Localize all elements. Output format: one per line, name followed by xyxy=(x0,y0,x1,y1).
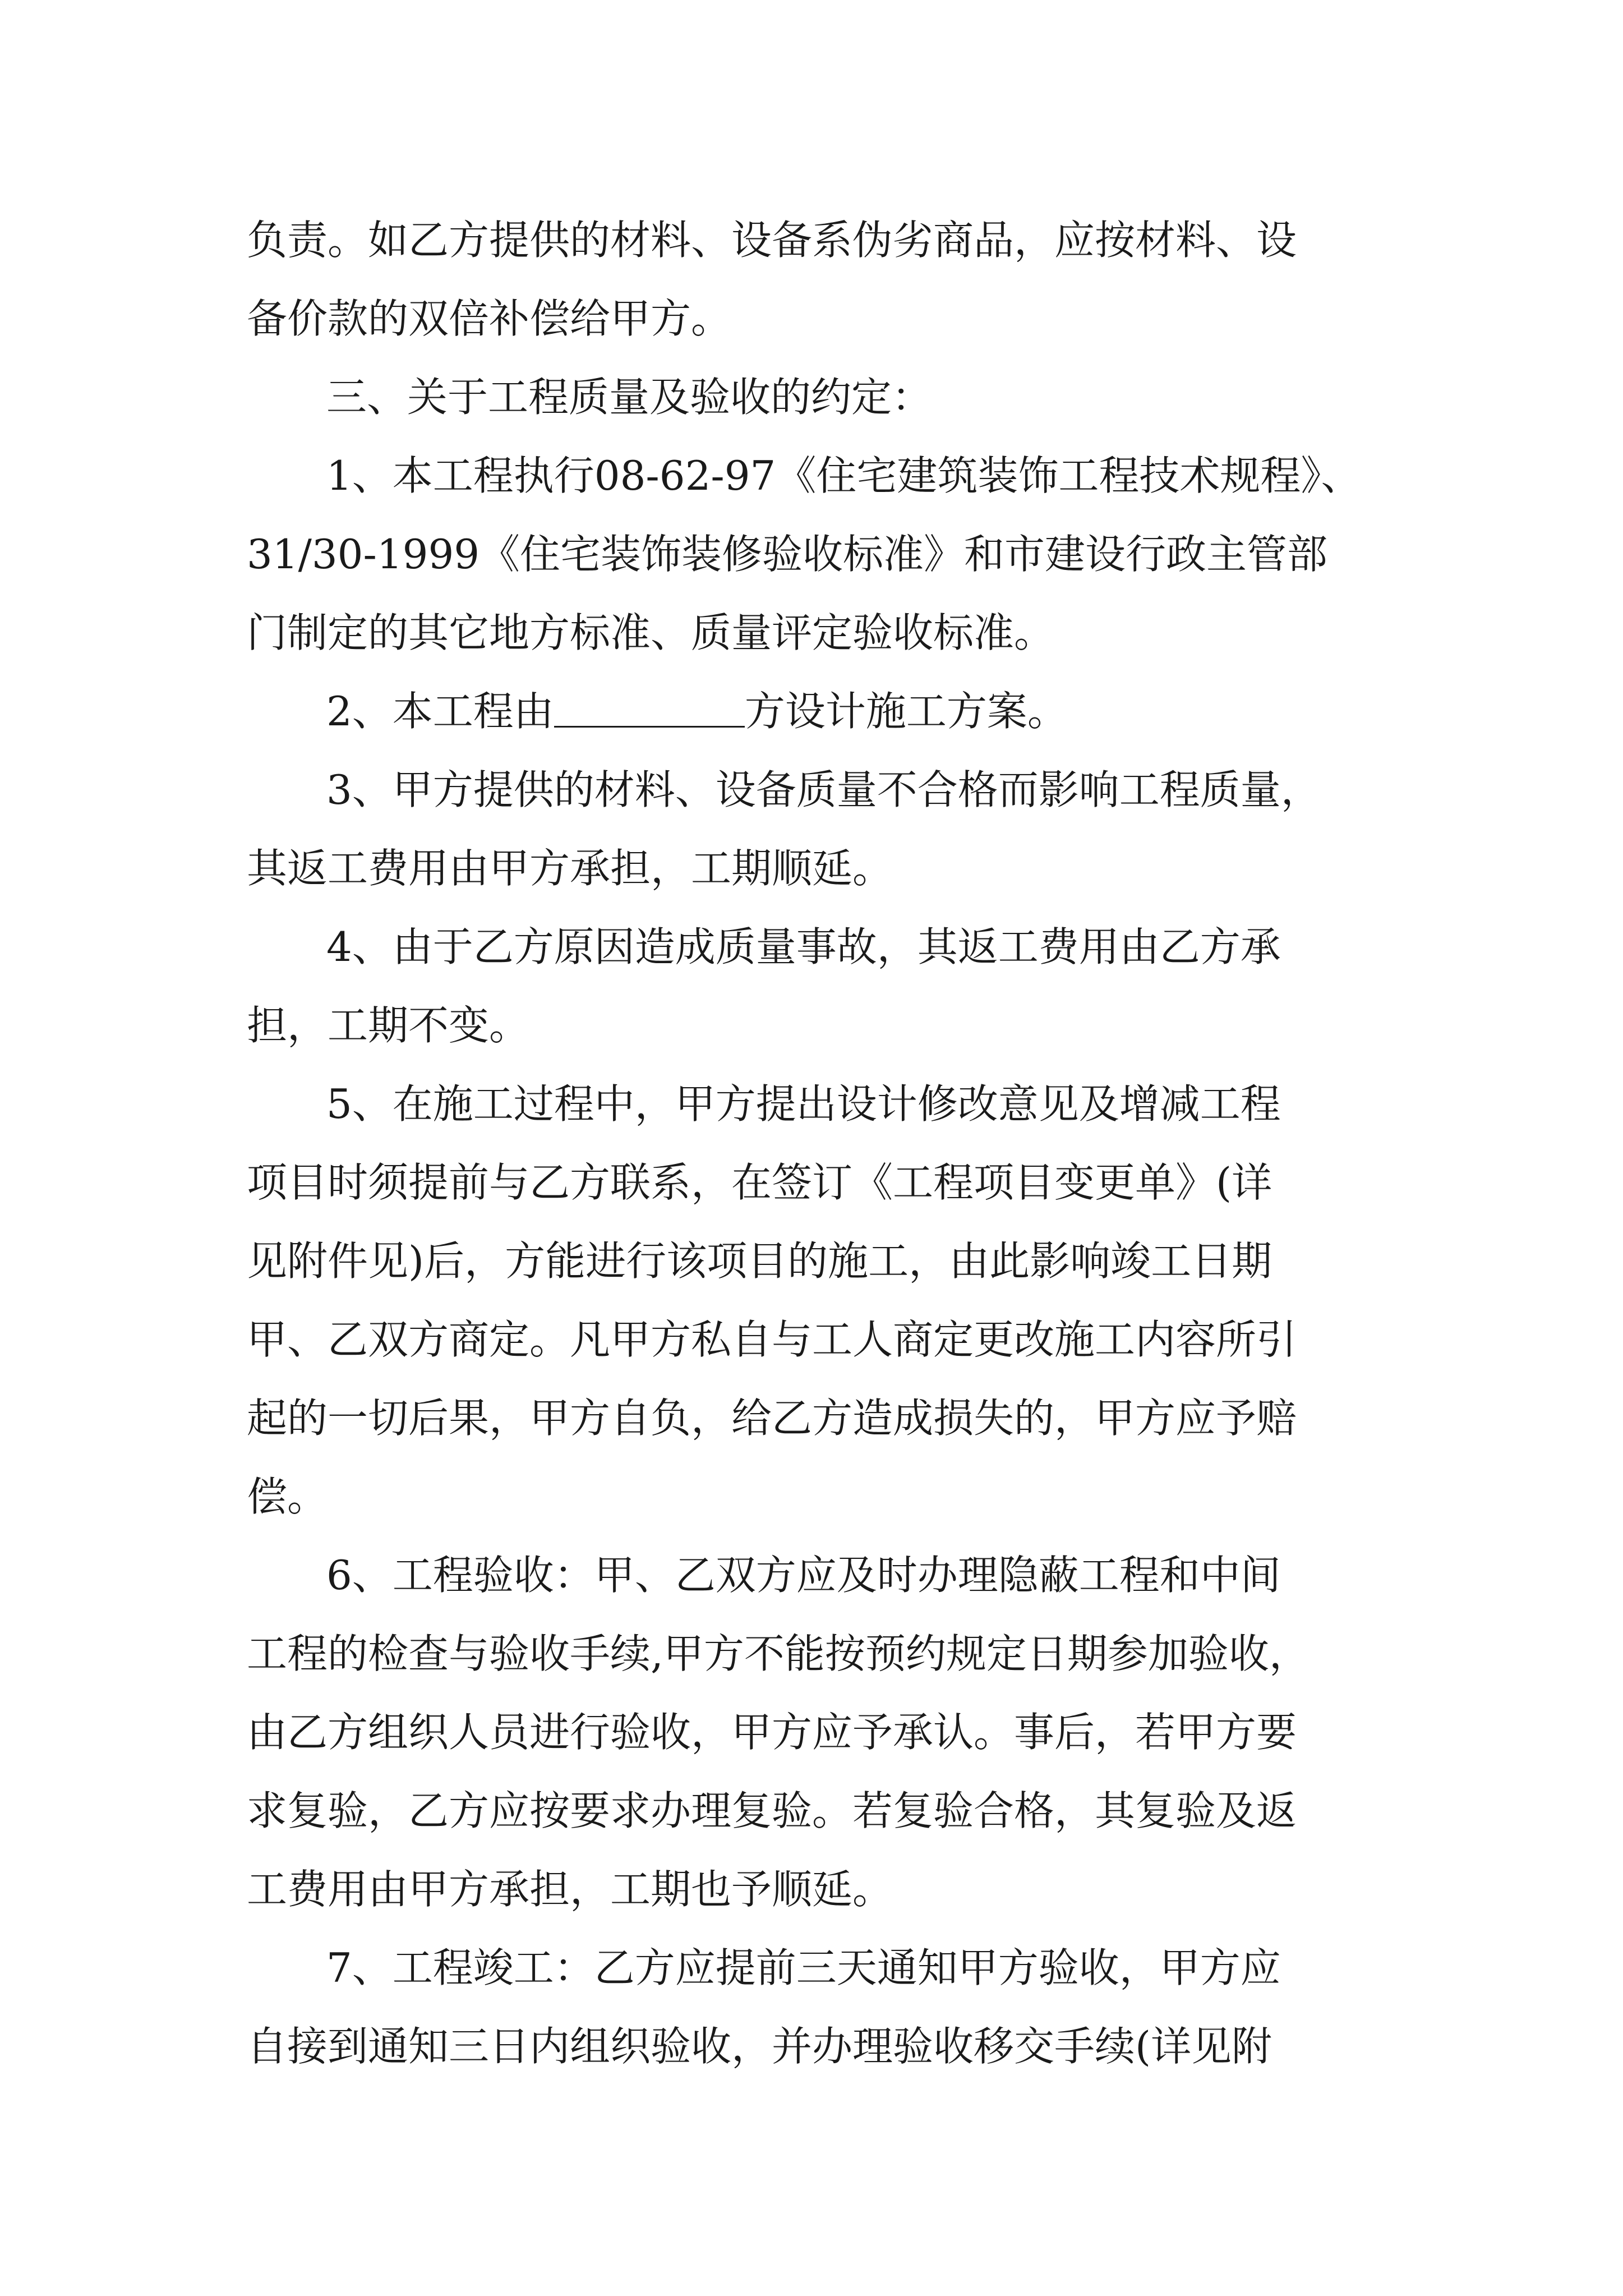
text-line-14: 见附件见)后，方能进行该项目的施工，由此影响竣工日期 xyxy=(247,1237,1272,1285)
text-line-8: 3、甲方提供的材料、设备质量不合格而影响工程质量， xyxy=(326,766,1321,813)
text-line-17: 偿。 xyxy=(247,1473,328,1520)
text-line-1: 负责。如乙方提供的材料、设备系伪劣商品，应按材料、设 xyxy=(247,217,1297,264)
fill-in-blank xyxy=(554,685,745,728)
text-line-24: 自接到通知三日内组织验收，并办理验收移交手续(详见附 xyxy=(247,2023,1272,2070)
text-line-11: 担，工期不变。 xyxy=(247,1002,530,1049)
text-line-23: 7、工程竣工：乙方应提前三天通知甲方验收，甲方应 xyxy=(326,1944,1281,1991)
text-line-7-end: 方设计施工方案。 xyxy=(744,688,1068,735)
text-line-16: 起的一切后果，甲方自负，给乙方造成损失的，甲方应予赔 xyxy=(247,1395,1297,1442)
text-line-19: 工程的检查与验收手续,甲方不能按预约规定日期参加验收， xyxy=(247,1630,1310,1677)
text-line-5: 31/30-1999《住宅装饰装修验收标准》和市建设行政主管部 xyxy=(247,531,1328,578)
text-line-7-start: 2、本工程由 xyxy=(326,688,554,735)
text-line-12: 5、在施工过程中，甲方提出设计修改意见及增减工程 xyxy=(326,1080,1281,1128)
text-line-22: 工费用由甲方承担，工期也予顺延。 xyxy=(247,1866,893,1913)
text-line-13: 项目时须提前与乙方联系，在签订《工程项目变更单》(详 xyxy=(247,1159,1272,1206)
text-line-6: 门制定的其它地方标准、质量评定验收标准。 xyxy=(247,609,1055,656)
text-line-15: 甲、乙双方商定。凡甲方私自与工人商定更改施工内容所引 xyxy=(247,1316,1297,1363)
text-line-9: 其返工费用由甲方承担，工期顺延。 xyxy=(247,845,893,892)
text-line-2: 备价款的双倍补偿给甲方。 xyxy=(247,295,732,342)
text-line-18: 6、工程验收：甲、乙双方应及时办理隐蔽工程和中间 xyxy=(326,1552,1281,1599)
text-line-20: 由乙方组织人员进行验收，甲方应予承认。事后，若甲方要 xyxy=(247,1709,1297,1756)
text-line-21: 求复验，乙方应按要求办理复验。若复验合格，其复验及返 xyxy=(247,1787,1297,1834)
text-line-7 xyxy=(326,684,1068,738)
section-heading-3: 三、关于工程质量及验收的约定： xyxy=(326,374,933,421)
text-line-10: 4、由于乙方原因造成质量事故，其返工费用由乙方承 xyxy=(326,923,1281,970)
text-line-4: 1、本工程执行08-62-97《住宅建筑装饰工程技术规程》、 xyxy=(326,452,1362,499)
